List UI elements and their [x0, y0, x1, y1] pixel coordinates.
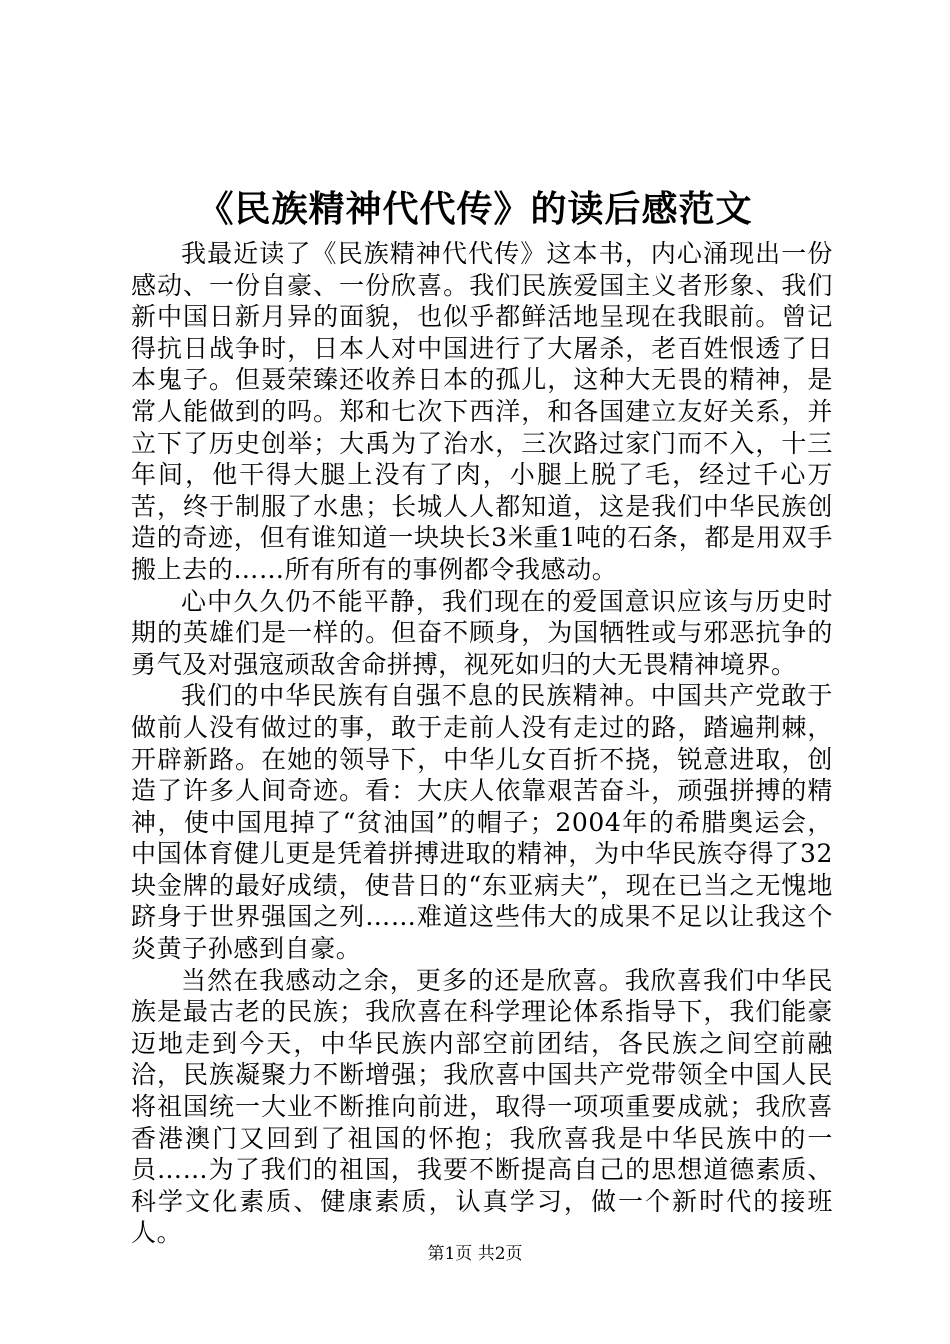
paragraph: 当然在我感动之余，更多的还是欣喜。我欣喜我们中华民族是最古老的民族；我欣喜在科学理论体系指导下，我们能豪迈地走到今天，中华民族内部空前团结，各民族之间空前融洽，民族凝聚力不断增强；我欣喜中国共产党带领全中国人民将祖国统一大业不断推向前进，取得一项项重要成就；我欣喜香港澳门又回到了祖国的怀抱；我欣喜我是中华民族中的一员……为了我们的祖国，我要不断提高自己的思想道德素质、科学文化素质、健康素质，认真学习，做一个新时代的接班人。 — [131, 965, 833, 1248]
document-title: 《民族精神代代传》的读后感范文 — [197, 188, 753, 230]
paragraph: 我最近读了《民族精神代代传》这本书，内心涌现出一份感动、一份自豪、一份欣喜。我们民族爱国主义者形象、我们新中国日新月异的面貌，也似乎都鲜活地呈现在我眼前。曾记得抗日战争时，日本人对中国进行了大屠杀，老百姓恨透了日本鬼子。但聂荣臻还收养日本的孤儿，这种大无畏的精神，是常人能做到的吗。郑和七次下西洋，和各国建立友好关系，并立下了历史创举；大禹为了治水，三次路过家门而不入，十三年间，他干得大腿上没有了肉，小腿上脱了毛，经过千心万苦，终于制服了水患；长城人人都知道，这是我们中华民族创造的奇迹，但有谁知道一块块长3米重1吨的石条，都是用双手搬上去的……所有所有的事例都令我感动。 — [131, 239, 833, 584]
page-footer: 第1页 共2页 — [427, 1244, 523, 1264]
paragraph: 心中久久仍不能平静，我们现在的爱国意识应该与历史时期的英雄们是一样的。但奋不顾身，为国牺牲或与邪恶抗争的勇气及对强寇顽敌舍命拼搏，视死如归的大无畏精神境界。 — [131, 586, 833, 679]
paragraph: 我们的中华民族有自强不息的民族精神。中国共产党敢于做前人没有做过的事，敢于走前人没有走过的路，踏遍荆棘，开辟新路。在她的领导下，中华儿女百折不挠，锐意进取，创造了许多人间奇迹。看：大庆人依靠艰苦奋斗，顽强拼搏的精神，使中国甩掉了“贫油国”的帽子；2004年的希腊奥运会，中国体育健儿更是凭着拼搏进取的精神，为中华民族夺得了32块金牌的最好成绩，使昔日的“东亚病夫”，现在已当之无愧地跻身于世界强国之列……难道这些伟大的成果不足以让我这个炎黄子孙感到自豪。 — [131, 681, 833, 964]
document-body — [131, 238, 833, 1249]
